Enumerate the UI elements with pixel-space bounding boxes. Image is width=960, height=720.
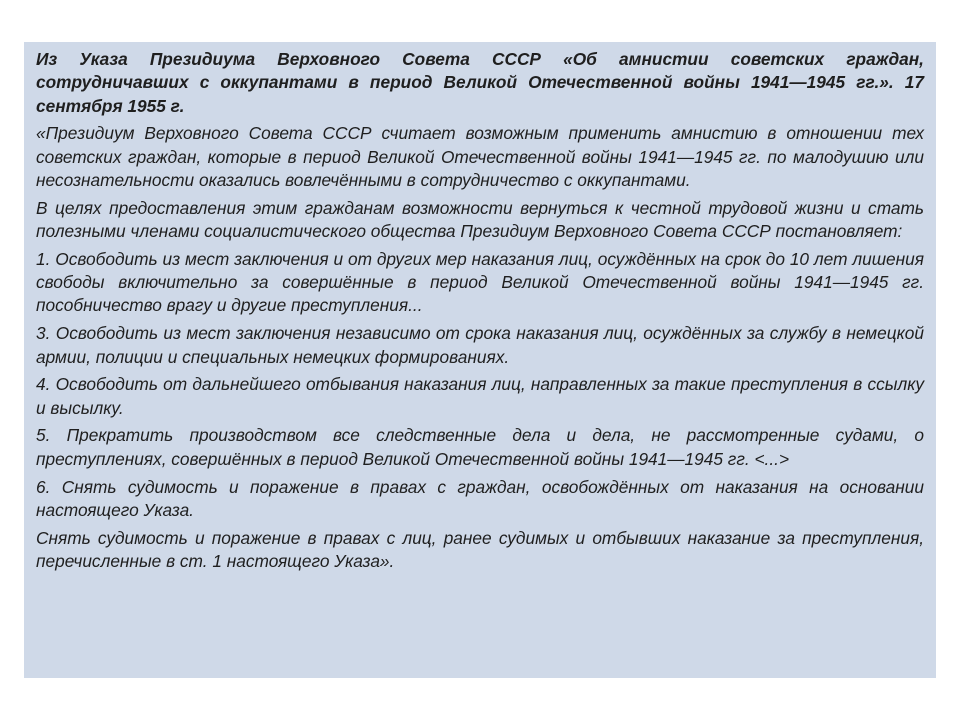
paragraph-article-5: 5. Прекратить производством все следственные дела и дела, не рассмотренные судами, о преступлениях, совершённых в период Великой Отечественной войны 1941—1945 гг. <...> (36, 425, 924, 469)
paragraph-preamble: «Президиум Верховного Совета СССР считает возможным применить амнистию в отношении тех советских граждан, которые в период Великой Отечественной войны 1941—1945 гг. по малодушию или несознательности оказались вовлечёнными в сотрудничество с оккупантами. (36, 123, 924, 190)
paragraph-purpose: В целях предоставления этим гражданам возможности вернуться к честной трудовой жизни и стать полезными членами социалистического общества Президиум Верховного Совета СССР постановляет: (36, 197, 924, 242)
paragraph-closing: Снять судимость и поражение в правах с лиц, ранее судимых и отбывших наказание за преступления, перечисленные в ст. 1 настоящего Указа». (36, 527, 924, 571)
document-heading: Из Указа Президиума Верховного Совета СССР «Об амнистии советских граждан, сотрудничавших с оккупантами в период Великой Отечественной войны 1941—1945 гг.». 17 сентября 1955 г. (36, 49, 924, 116)
paragraph-article-4: 4. Освободить от дальнейшего отбывания наказания лиц, направленных за такие преступления в ссылку и высылку. (36, 374, 924, 418)
paragraph-article-3: 3. Освободить из мест заключения независимо от срока наказания лиц, осуждённых за службу в немецкой армии, полиции и специальных немецких формированиях. (36, 323, 924, 367)
paragraph-article-1: 1. Освободить из мест заключения и от других мер наказания лиц, осуждённых на срок до 10 лет лишения свободы включительно за совершённые в период Великой Отечественной войны 1941—1945 гг. пособничество врагу и другие преступления... (36, 248, 924, 316)
paragraph-article-6: 6. Снять судимость и поражение в правах с граждан, освобождённых от наказания на основании настоящего Указа. (36, 476, 924, 520)
document-text-box (24, 42, 936, 678)
